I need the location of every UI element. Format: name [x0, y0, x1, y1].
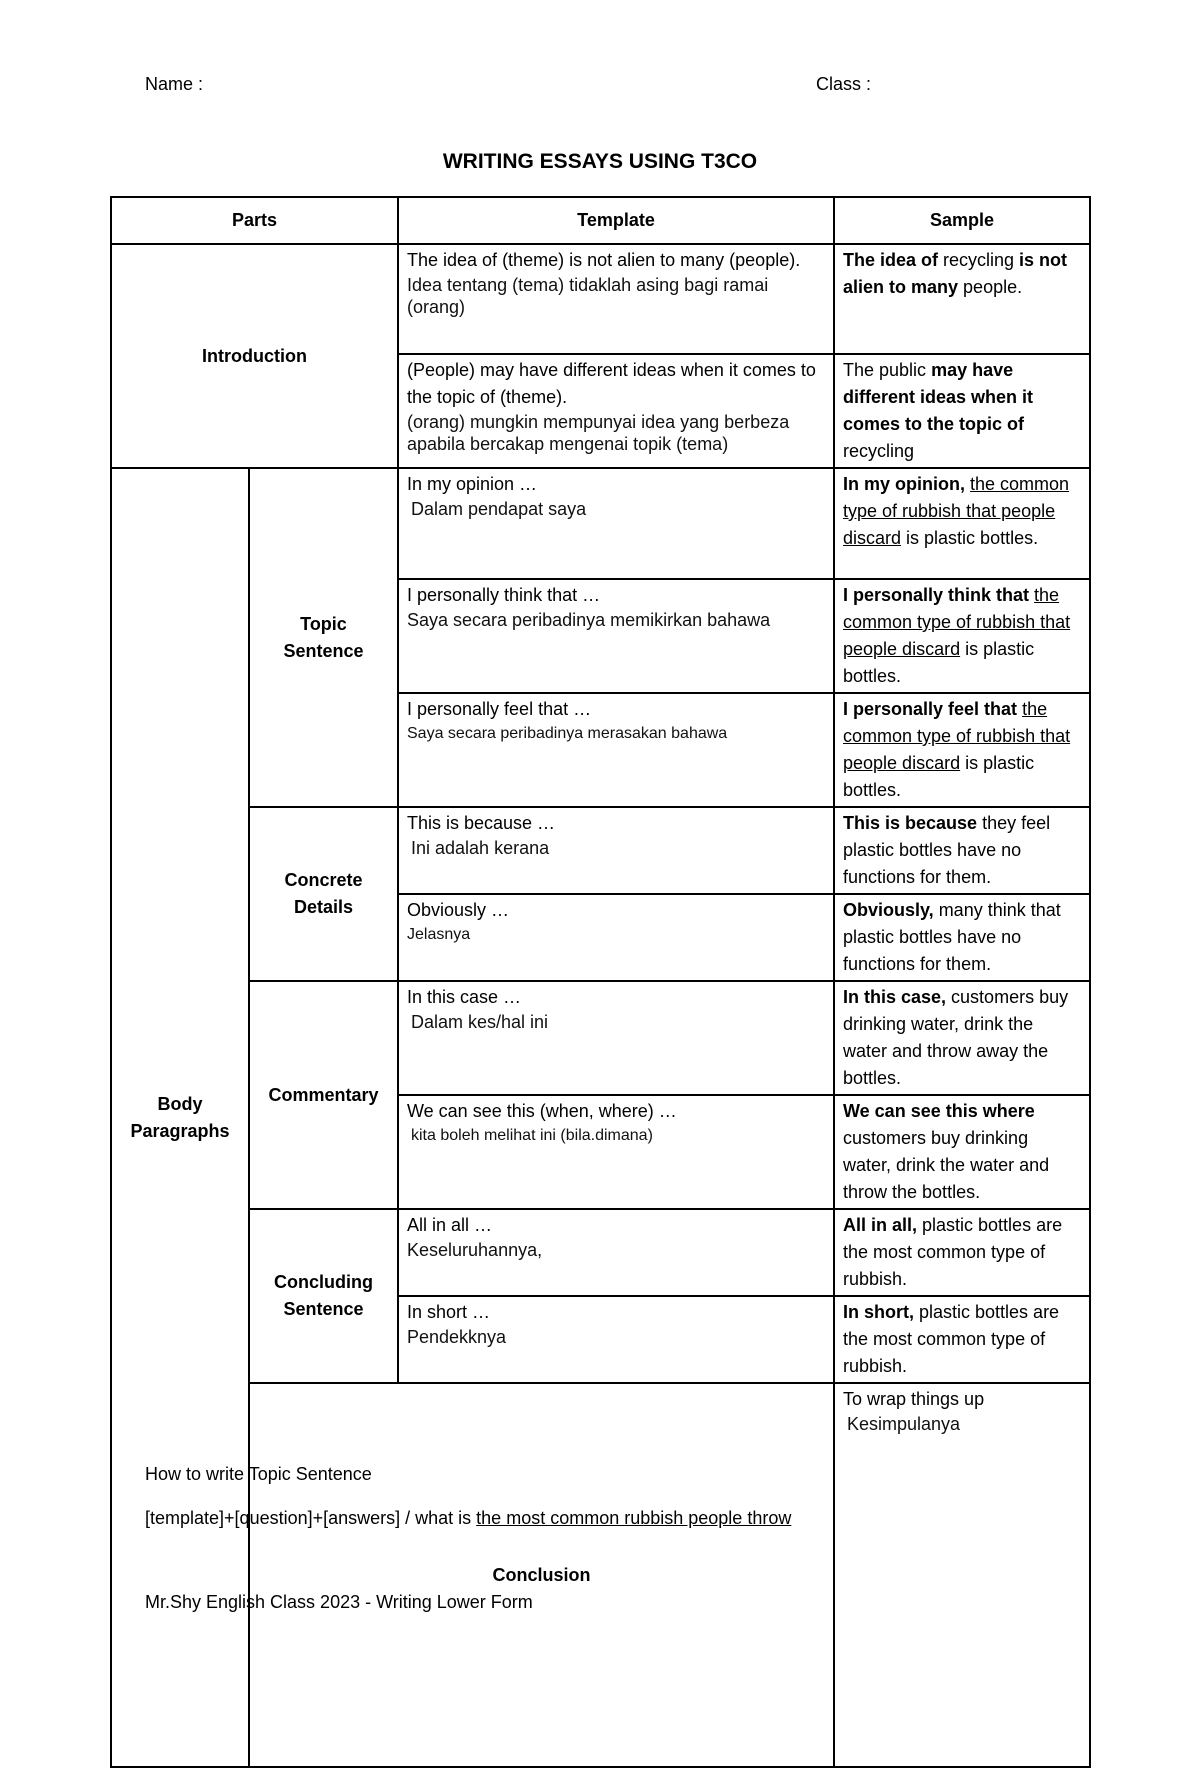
sample-text: customers buy drinking water, drink the water and throw away the bottles.: [843, 987, 1069, 1088]
template-cell: [398, 468, 834, 579]
template-cell: [398, 354, 834, 468]
sample-text: plastic bottles are the most common type of rubbish.: [843, 1215, 1063, 1289]
sample-underlined: the common type of rubbish that people discard: [843, 585, 1071, 659]
template-en: The idea of (theme) is not alien to many (people).: [407, 250, 801, 270]
note-formula-underlined: the most common rubbish people throw: [476, 1508, 792, 1528]
template-ms: Saya secara peribadinya merasakan bahawa: [407, 725, 728, 742]
sample-bold: In my opinion,: [843, 474, 965, 494]
template-ms: Pendekknya: [407, 1327, 507, 1347]
sample-bold: This is because: [843, 813, 978, 833]
template-ms: Dalam pendapat saya: [411, 499, 587, 519]
template-cell: [398, 1095, 834, 1209]
name-label: Name :: [145, 74, 204, 94]
sample-text: they feel plastic bottles have no functions for them.: [843, 813, 1051, 887]
class-label: Class :: [816, 74, 872, 94]
section-introduction: Introduction: [111, 244, 398, 468]
template-cell: [398, 981, 834, 1095]
sample-cell: [834, 1095, 1090, 1209]
sample-text: recycling: [843, 441, 915, 461]
template-ms: Kesimpulanya: [847, 1414, 961, 1434]
sample-underlined: the common type of rubbish that people discard: [843, 699, 1071, 773]
table-row: [111, 244, 1090, 354]
template-cell: [398, 807, 834, 894]
template-ms: Ini adalah kerana: [411, 838, 550, 858]
sample-cell: [834, 807, 1090, 894]
table-row: [111, 468, 1090, 579]
template-ms: Idea tentang (tema) tidaklah asing bagi ramai (orang): [407, 275, 769, 317]
template-ms: Keseluruhannya,: [407, 1240, 543, 1260]
sample-bold: In short,: [843, 1302, 914, 1322]
template-en: In this case …: [407, 987, 522, 1007]
sample-bold: I personally think that: [843, 585, 1030, 605]
template-en: All in all …: [407, 1215, 493, 1235]
header-template: Template: [398, 197, 834, 244]
template-en: This is because …: [407, 813, 556, 833]
template-en: (People) may have different ideas when it comes to the topic of (theme).: [407, 360, 816, 407]
header-parts: Parts: [111, 197, 398, 244]
table-row: [111, 1209, 1090, 1296]
section-concrete-details: Concrete Details: [249, 807, 398, 981]
sample-text: recycling: [943, 250, 1015, 270]
sample-text: The public: [843, 360, 932, 380]
template-cell: [398, 1209, 834, 1296]
template-en: I personally think that …: [407, 585, 601, 605]
section-topic-sentence: Topic Sentence: [249, 468, 398, 807]
sample-bold: is not alien to many: [843, 250, 1068, 297]
sample-bold: In this case,: [843, 987, 947, 1007]
sample-text: customers buy drinking water, drink the water and throw the bottles.: [843, 1128, 1050, 1202]
sample-text: is plastic bottles.: [843, 639, 1035, 686]
sample-cell: [834, 579, 1090, 693]
sample-cell: [834, 244, 1090, 354]
template-cell: [398, 244, 834, 354]
template-ms: Dalam kes/hal ini: [411, 1012, 549, 1032]
template-ms: kita boleh melihat ini (bila.dimana): [411, 1127, 653, 1144]
section-body-paragraphs: Body Paragraphs: [111, 468, 249, 1767]
section-commentary: Commentary: [249, 981, 398, 1209]
page-footer: Mr.Shy English Class 2023 - Writing Lower Form: [145, 1592, 533, 1612]
sample-text: is plastic bottles.: [901, 528, 1039, 548]
sample-underlined: the common type of rubbish that people discard: [843, 474, 1070, 548]
note-formula: [145, 1508, 791, 1529]
sample-bold: may have different ideas when it comes to the topic of: [843, 360, 1034, 434]
t3co-table: [110, 196, 1091, 1768]
template-ms: Jelasnya: [407, 926, 471, 943]
sample-cell: [834, 693, 1090, 807]
note-topic-sentence-heading: How to write Topic Sentence: [145, 1464, 372, 1484]
template-ms: (orang) mungkin mempunyai idea yang berbeza apabila bercakap mengenai topik (tema): [407, 412, 790, 454]
sample-bold: Obviously,: [843, 900, 934, 920]
template-en: In short …: [407, 1302, 491, 1322]
template-cell: [398, 1296, 834, 1383]
template-en: We can see this (when, where) …: [407, 1101, 677, 1121]
template-cell: [834, 1383, 1090, 1767]
template-cell: [398, 894, 834, 981]
template-en: In my opinion …: [407, 474, 538, 494]
sample-cell: [834, 1209, 1090, 1296]
sample-cell: [834, 468, 1090, 579]
sample-cell: [834, 354, 1090, 468]
sample-text: plastic bottles are the most common type of rubbish.: [843, 1302, 1060, 1376]
sample-cell: [834, 894, 1090, 981]
sample-text: many think that plastic bottles have no functions for them.: [843, 900, 1061, 974]
sample-bold: We can see this where: [843, 1101, 1035, 1121]
table-row: [111, 981, 1090, 1095]
sample-cell: [834, 981, 1090, 1095]
template-en: I personally feel that …: [407, 699, 592, 719]
table-row: [111, 807, 1090, 894]
sample-text: is plastic bottles.: [843, 753, 1035, 800]
template-en: To wrap things up: [843, 1389, 985, 1409]
sample-bold: All in all,: [843, 1215, 918, 1235]
page-title: WRITING ESSAYS USING T3CO: [442, 150, 758, 173]
note-formula-text: [template]+[question]+[answers] / what is: [145, 1508, 477, 1528]
sample-text: people.: [963, 277, 1023, 297]
sample-bold: The idea of: [843, 250, 944, 270]
template-cell: [398, 579, 834, 693]
template-en: Obviously …: [407, 900, 510, 920]
template-cell: [398, 693, 834, 807]
header-sample: Sample: [834, 197, 1090, 244]
section-concluding-sentence: Concluding Sentence: [249, 1209, 398, 1383]
section-conclusion: Conclusion: [249, 1383, 834, 1767]
table-header-row: [111, 197, 1090, 244]
table-row: [111, 1383, 1090, 1767]
template-ms: Saya secara peribadinya memikirkan bahawa: [407, 610, 771, 630]
sample-cell: [834, 1296, 1090, 1383]
sample-bold: I personally feel that: [843, 699, 1018, 719]
